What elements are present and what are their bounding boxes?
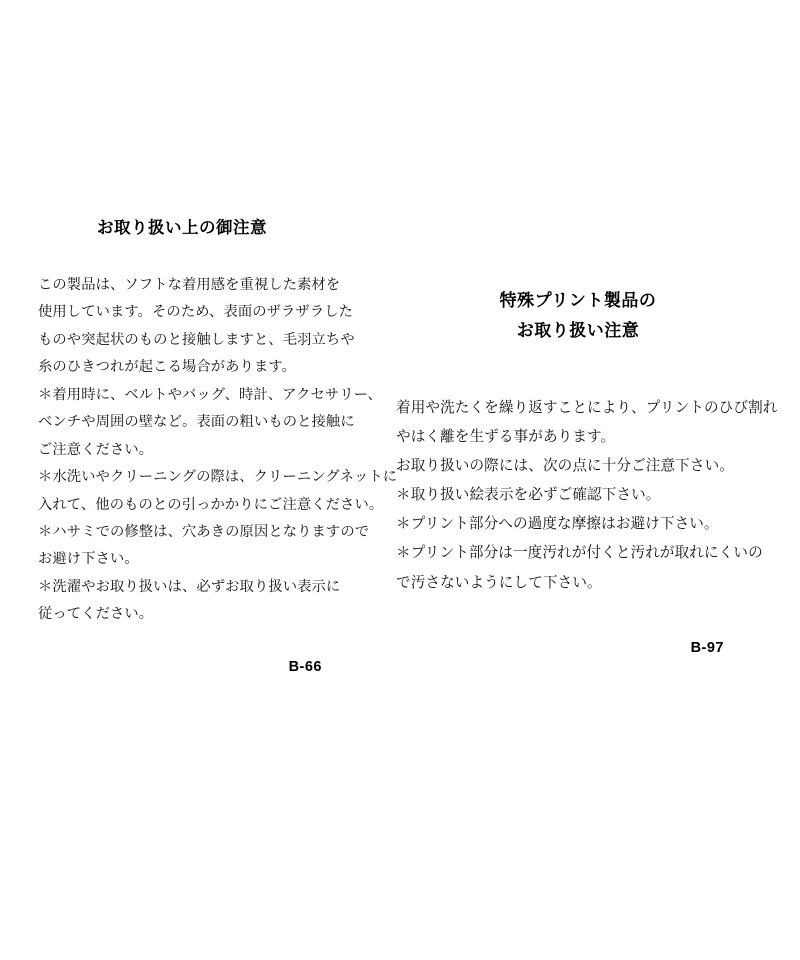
text-line: この製品は、ソフトな着用感を重視した素材を	[38, 277, 341, 293]
text-line: 使用しています。そのため、表面のザラザラした	[38, 304, 354, 321]
text-line: ＊ハサミでの修整は、穴あきの原因となりますので	[38, 523, 370, 540]
text-line: ＊洗濯やお取り扱いは、必ずお取り扱い表示に	[38, 578, 341, 595]
right-panel-code: B-97	[690, 639, 724, 656]
left-panel-heading: お取り扱い上の御注意	[97, 219, 267, 237]
text-line: ものや突起状のものと接触しますと、毛羽立ちや	[38, 331, 355, 348]
text-line: 糸のひきつれが起こる場合があります。	[38, 359, 296, 376]
heading-line: お取り扱い注意	[516, 320, 640, 340]
right-panel-heading-block	[396, 286, 760, 346]
left-care-panel	[0, 214, 398, 675]
two-column-layout	[0, 214, 800, 675]
text-line: やはく離を生ずる事があります。	[396, 428, 616, 445]
right-panel-body	[396, 394, 778, 598]
text-line: 着用や洗たくを繰り返すことにより、プリントのひび割れ	[396, 399, 778, 416]
text-line: ＊水洗いやクリーニングの際は、クリーニングネットに	[38, 469, 398, 486]
text-line: お避け下さい。	[38, 551, 139, 568]
text-line: ご注意ください。	[38, 441, 154, 458]
left-panel-body	[38, 272, 398, 629]
left-panel-code: B-66	[288, 658, 322, 675]
right-care-panel	[360, 214, 800, 656]
text-line: お取り扱いの際には、次の点に十分ご注意下さい。	[396, 457, 734, 474]
text-line: ＊着用時に、ベルトやバッグ、時計、アクセサリー、	[38, 386, 382, 403]
text-line: ベンチや周囲の壁など。表面の粗いものと接触に	[38, 414, 355, 431]
text-line: 入れて、他のものとの引っかかりにご注意ください。	[38, 496, 384, 513]
text-line: ＊取り扱い絵表示を必ずご確認下さい。	[396, 487, 661, 504]
text-line: 従ってください。	[38, 606, 154, 623]
text-line: ＊プリント部分は一度汚れが付くと汚れが取れにくいの	[396, 545, 763, 562]
text-line: ＊プリント部分への過度な摩擦はお避け下さい。	[396, 516, 719, 533]
heading-line: 特殊プリント製品の	[499, 291, 657, 310]
text-line: で汚さないようにして下さい。	[396, 574, 602, 591]
right-panel-heading	[396, 286, 760, 346]
